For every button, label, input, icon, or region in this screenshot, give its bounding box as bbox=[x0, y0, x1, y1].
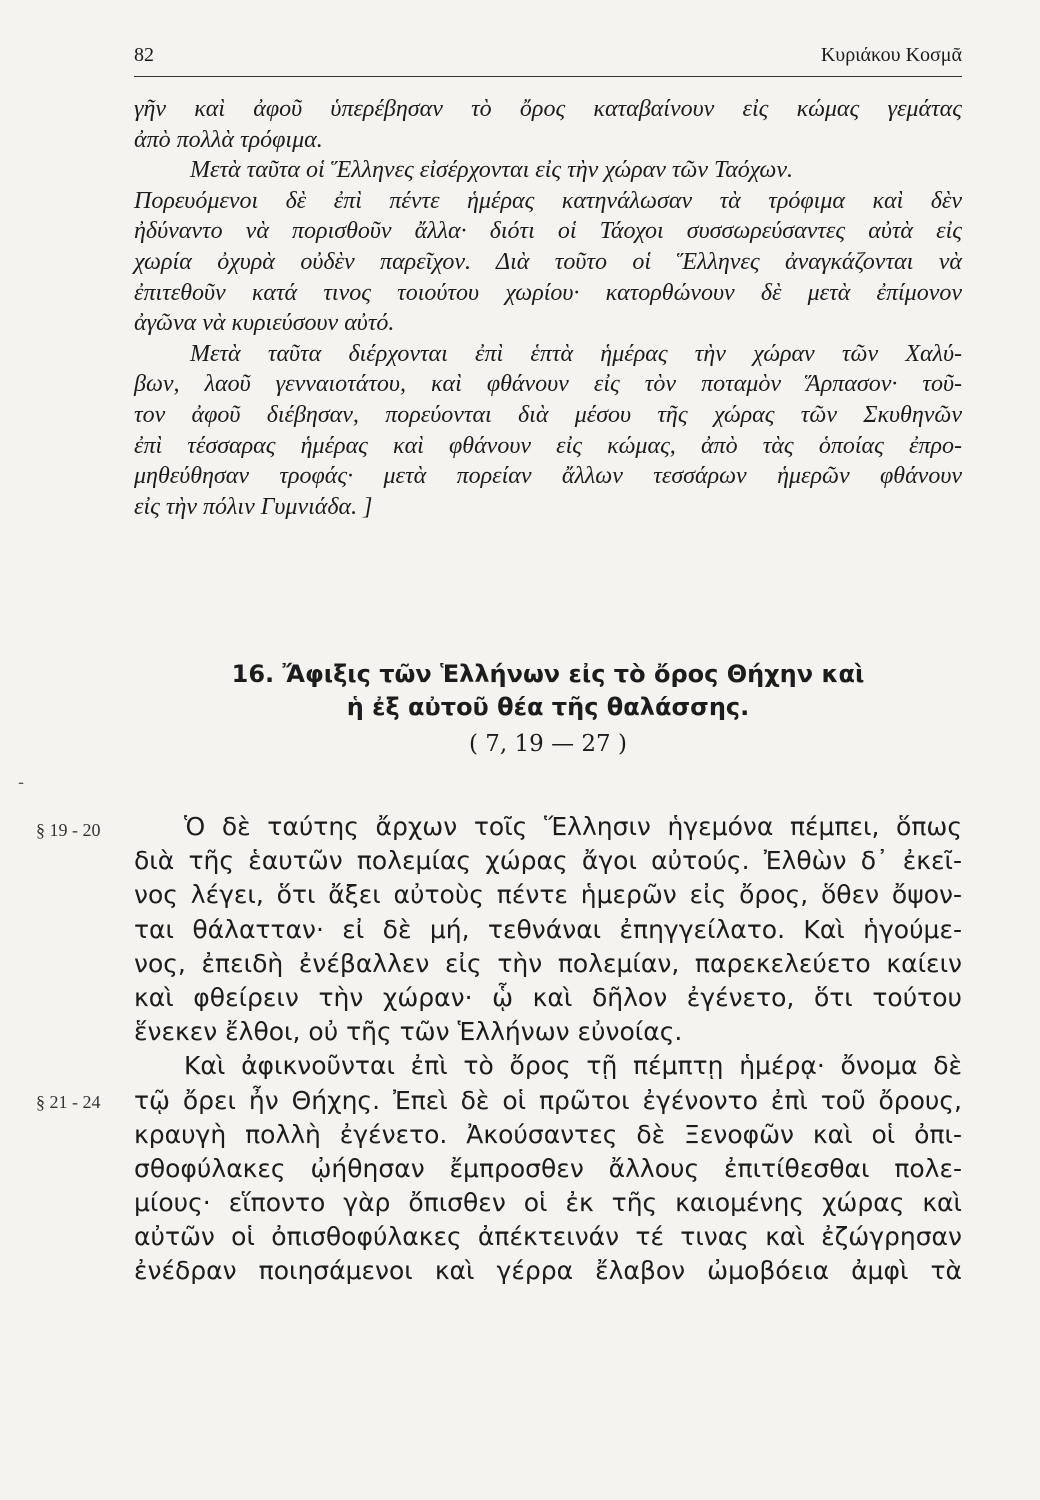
margin-dash: - bbox=[18, 772, 25, 793]
margin-note-21-24: § 21 - 24 bbox=[36, 1092, 101, 1112]
text-line: χωρία ὀχυρὰ οὐδὲν παρεῖχον. Διὰ τοῦτο οἱ Ἕλληνες ἀναγκάζονται νὰ bbox=[134, 248, 962, 275]
running-head-author: Κυριάκου Κοσμᾶ bbox=[820, 44, 962, 66]
text-line: βων, λαοῦ γενναιοτάτου, καὶ φθάνουν εἰς τὸν ποταμὸν Ἅρπασον· τοῦ- bbox=[134, 371, 962, 398]
text-line: ἐπιτεθοῦν κατά τινος τοιούτου χωρίου· κατορθώνουν δὲ μετὰ ἐπίμονον bbox=[134, 279, 962, 306]
italic-summary bbox=[134, 94, 962, 522]
heading-line-1: 16. Ἄφιξις τῶν Ἑλλήνων εἰς τὸ ὄρος Θήχην καὶ bbox=[231, 660, 865, 688]
text-line: ἕνεκεν ἔλθοι, οὐ τῆς τῶν Ἑλλήνων εὐνοίας. bbox=[134, 1017, 683, 1047]
heading-line-2: ἡ ἐξ αὐτοῦ θέα τῆς θαλάσσης. bbox=[346, 693, 750, 721]
text-line: κραυγὴ πολλὴ ἐγένετο. Ἀκούσαντες δὲ Ξενοφῶν καὶ οἱ ὀπι- bbox=[134, 1119, 962, 1149]
text-line: εἰς τὴν πόλιν Γυμνιάδα. ] bbox=[134, 493, 373, 520]
text-line: σθοφύλακες ᾠήθησαν ἔμπροσθεν ἄλλους ἐπιτίθεσθαι πολε- bbox=[134, 1153, 962, 1183]
text-line: ται θάλατταν· εἰ δὲ μή, τεθνάναι ἐπηγγείλατο. Καὶ ἡγούμε- bbox=[134, 914, 962, 944]
text-line: τον ἀφοῦ διέβησαν, πορεύονται διὰ μέσου τῆς χώρας τῶν Σκυθηνῶν bbox=[134, 401, 962, 428]
header-rule bbox=[134, 76, 962, 77]
text-line: αὐτῶν οἱ ὀπισθοφύλακες ἀπέκτεινάν τέ τινας καὶ ἐζώγρησαν bbox=[134, 1222, 962, 1252]
text-line: καὶ φθείρειν τὴν χώραν· ᾧ καὶ δῆλον ἐγένετο, ὅτι τούτου bbox=[134, 982, 962, 1012]
section-heading bbox=[134, 658, 962, 761]
text-line: ἐνέδραν ποιησάμενοι καὶ γέρρα ἔλαβον ὠμοβόεια ἀμφὶ τὰ bbox=[134, 1256, 962, 1286]
text-line: Καὶ ἀφικνοῦνται ἐπὶ τὸ ὄρος τῇ πέμπτῃ ἡμέρᾳ· ὄνομα δὲ bbox=[184, 1051, 962, 1081]
text-line: ἐπὶ τέσσαρας ἡμέρας καὶ φθάνουν εἰς κώμας, ἀπὸ τὰς ὁποίας ἐπρο- bbox=[134, 432, 962, 459]
text-line: μίους· εἵποντο γὰρ ὄπισθεν οἱ ἐκ τῆς καιομένης χώρας καὶ bbox=[134, 1188, 962, 1218]
text-line: ἠδύναντο νὰ πορισθοῦν ἄλλα· διότι οἱ Τάοχοι συσσωρεύσαντες αὐτὰ εἰς bbox=[134, 218, 962, 245]
greek-text bbox=[134, 810, 962, 1289]
text-line: νος λέγει, ὅτι ἄξει αὐτοὺς πέντε ἡμερῶν εἰς ὄρος, ὅθεν ὄψον- bbox=[134, 880, 962, 910]
text-line: γῆν καὶ ἀφοῦ ὑπερέβησαν τὸ ὄρος καταβαίνουν εἰς κώμας γεμάτας bbox=[134, 96, 962, 122]
text-line: τῷ ὄρει ἦν Θήχης. Ἐπεὶ δὲ οἱ πρῶτοι ἐγένοντο ἐπὶ τοῦ ὄρους, bbox=[134, 1085, 962, 1115]
running-head bbox=[134, 40, 962, 74]
text-line: μηθεύθησαν τροφάς· μετὰ πορείαν ἄλλων τεσσάρων ἡμερῶν φθάνουν bbox=[134, 463, 962, 490]
page-number: 82 bbox=[134, 44, 154, 66]
text-line: Μετὰ ταῦτα οἱ Ἕλληνες εἰσέρχονται εἰς τὴν χώραν τῶν Ταόχων. bbox=[190, 157, 793, 184]
text-line: ἀγῶνα νὰ κυριεύσουν αὐτό. bbox=[134, 310, 395, 337]
heading-reference: ( 7, 19 — 27 ) bbox=[469, 731, 627, 757]
text-line: Πορευόμενοι δὲ ἐπὶ πέντε ἡμέρας κατηνάλωσαν τὰ τρόφιμα καὶ δὲν bbox=[134, 187, 962, 214]
text-line: νος, ἐπειδὴ ἐνέβαλλεν εἰς τὴν πολεμίαν, παρεκελεύετο καίειν bbox=[134, 948, 962, 978]
text-line: Ὁ δὲ ταύτης ἄρχων τοῖς Ἕλλησιν ἡγεμόνα πέμπει, ὅπως bbox=[184, 812, 962, 841]
text-line: Μετὰ ταῦτα διέρχονται ἐπὶ ἑπτὰ ἡμέρας τὴν χώραν τῶν Χαλύ- bbox=[190, 340, 962, 367]
text-line: ἀπὸ πολλὰ τρόφιμα. bbox=[134, 126, 323, 153]
text-line: διὰ τῆς ἑαυτῶν πολεμίας χώρας ἄγοι αὐτούς. Ἐλθὼν δ᾽ ἐκεῖ- bbox=[134, 846, 962, 876]
margin-note-19-20: § 19 - 20 bbox=[36, 820, 101, 840]
